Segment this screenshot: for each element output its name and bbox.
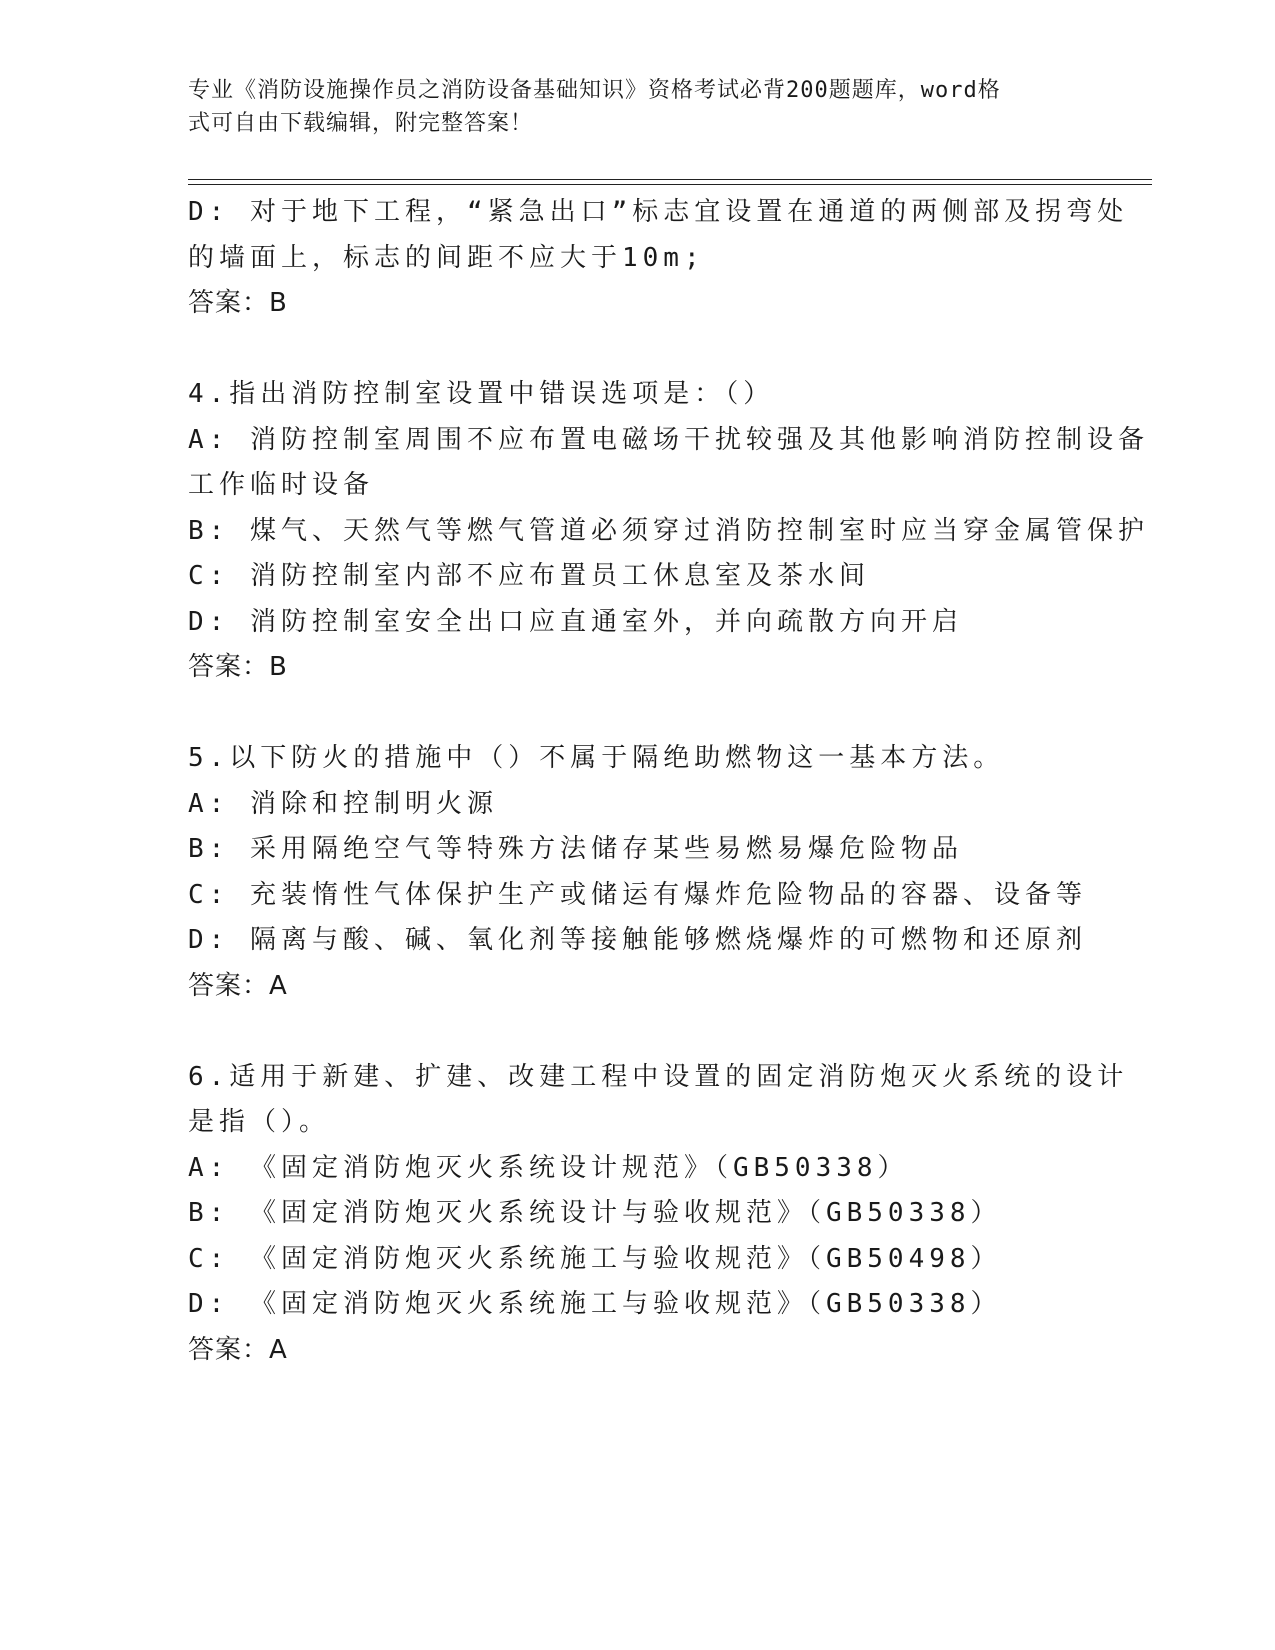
q4-option-d: D: 消防控制室安全出口应直通室外，并向疏散方向开启 <box>188 606 963 637</box>
q5-option-b: B: 采用隔绝空气等特殊方法储存某些易燃易爆危险物品 <box>188 834 963 864</box>
header-divider-bottom <box>188 184 1152 185</box>
q6-question-line-2: 是指（）。 <box>188 1107 331 1137</box>
q5-answer: 答案：A <box>188 970 288 1001</box>
q4-answer: 答案：B <box>188 652 288 682</box>
q4-option-b: B: 煤气、天然气等燃气管道必须穿过消防控制室时应当穿金属管保护 <box>188 515 1149 546</box>
question-4 <box>188 372 1149 691</box>
q3-answer: 答案：B <box>188 288 288 318</box>
spacer <box>188 327 1088 373</box>
q6-option-d: D: 《固定消防炮灭火系统施工与验收规范》（GB50338） <box>188 1289 1002 1319</box>
q6-option-c: C: 《固定消防炮灭火系统施工与验收规范》（GB50498） <box>188 1243 1002 1274</box>
header-title-line-1: 专业《消防设施操作员之消防设备基础知识》资格考试必背200题题库，word格 <box>188 78 1001 103</box>
q6-option-b: B: 《固定消防炮灭火系统设计与验收规范》（GB50338） <box>188 1198 1002 1228</box>
q5-question: 5.以下防火的措施中（）不属于隔绝助燃物这一基本方法。 <box>188 743 1005 773</box>
q6-option-a: A: 《固定消防炮灭火系统设计规范》（GB50338） <box>188 1152 909 1183</box>
q5-option-c: C: 充装惰性气体保护生产或储运有爆炸危险物品的容器、设备等 <box>188 879 1087 910</box>
question-5 <box>188 736 1088 1009</box>
q4-question: 4.指出消防控制室设置中错误选项是：（） <box>188 379 775 409</box>
header-title-line-2: 式可自由下载编辑，附完整答案！ <box>188 111 534 136</box>
question-6 <box>188 1055 1129 1374</box>
q5-option-d: D: 隔离与酸、碱、氧化剂等接触能够燃烧爆炸的可燃物和还原剂 <box>188 925 1087 955</box>
spacer <box>188 1009 1088 1055</box>
question-content <box>188 190 1149 1373</box>
q5-option-a: A: 消除和控制明火源 <box>188 788 498 819</box>
question-3-tail <box>188 190 1129 327</box>
q4-option-a-line-1: A: 消防控制室周围不应布置电磁场干扰较强及其他影响消防控制设备 <box>188 424 1149 455</box>
spacer <box>188 691 1088 737</box>
q6-answer: 答案：A <box>188 1334 288 1365</box>
q3-option-d-line-2: 的墙面上，标志的间距不应大于10m; <box>188 242 705 273</box>
header-divider-top <box>188 179 1152 180</box>
document-header <box>188 74 1068 140</box>
q6-question-line-1: 6.适用于新建、扩建、改建工程中设置的固定消防炮灭火系统的设计 <box>188 1061 1129 1092</box>
q4-option-a-line-2: 工作临时设备 <box>188 470 375 500</box>
q4-option-c: C: 消防控制室内部不应布置员工休息室及茶水间 <box>188 561 870 591</box>
q3-option-d-line-1: D: 对于地下工程，“紧急出口”标志宜设置在通道的两侧部及拐弯处 <box>188 197 1129 227</box>
